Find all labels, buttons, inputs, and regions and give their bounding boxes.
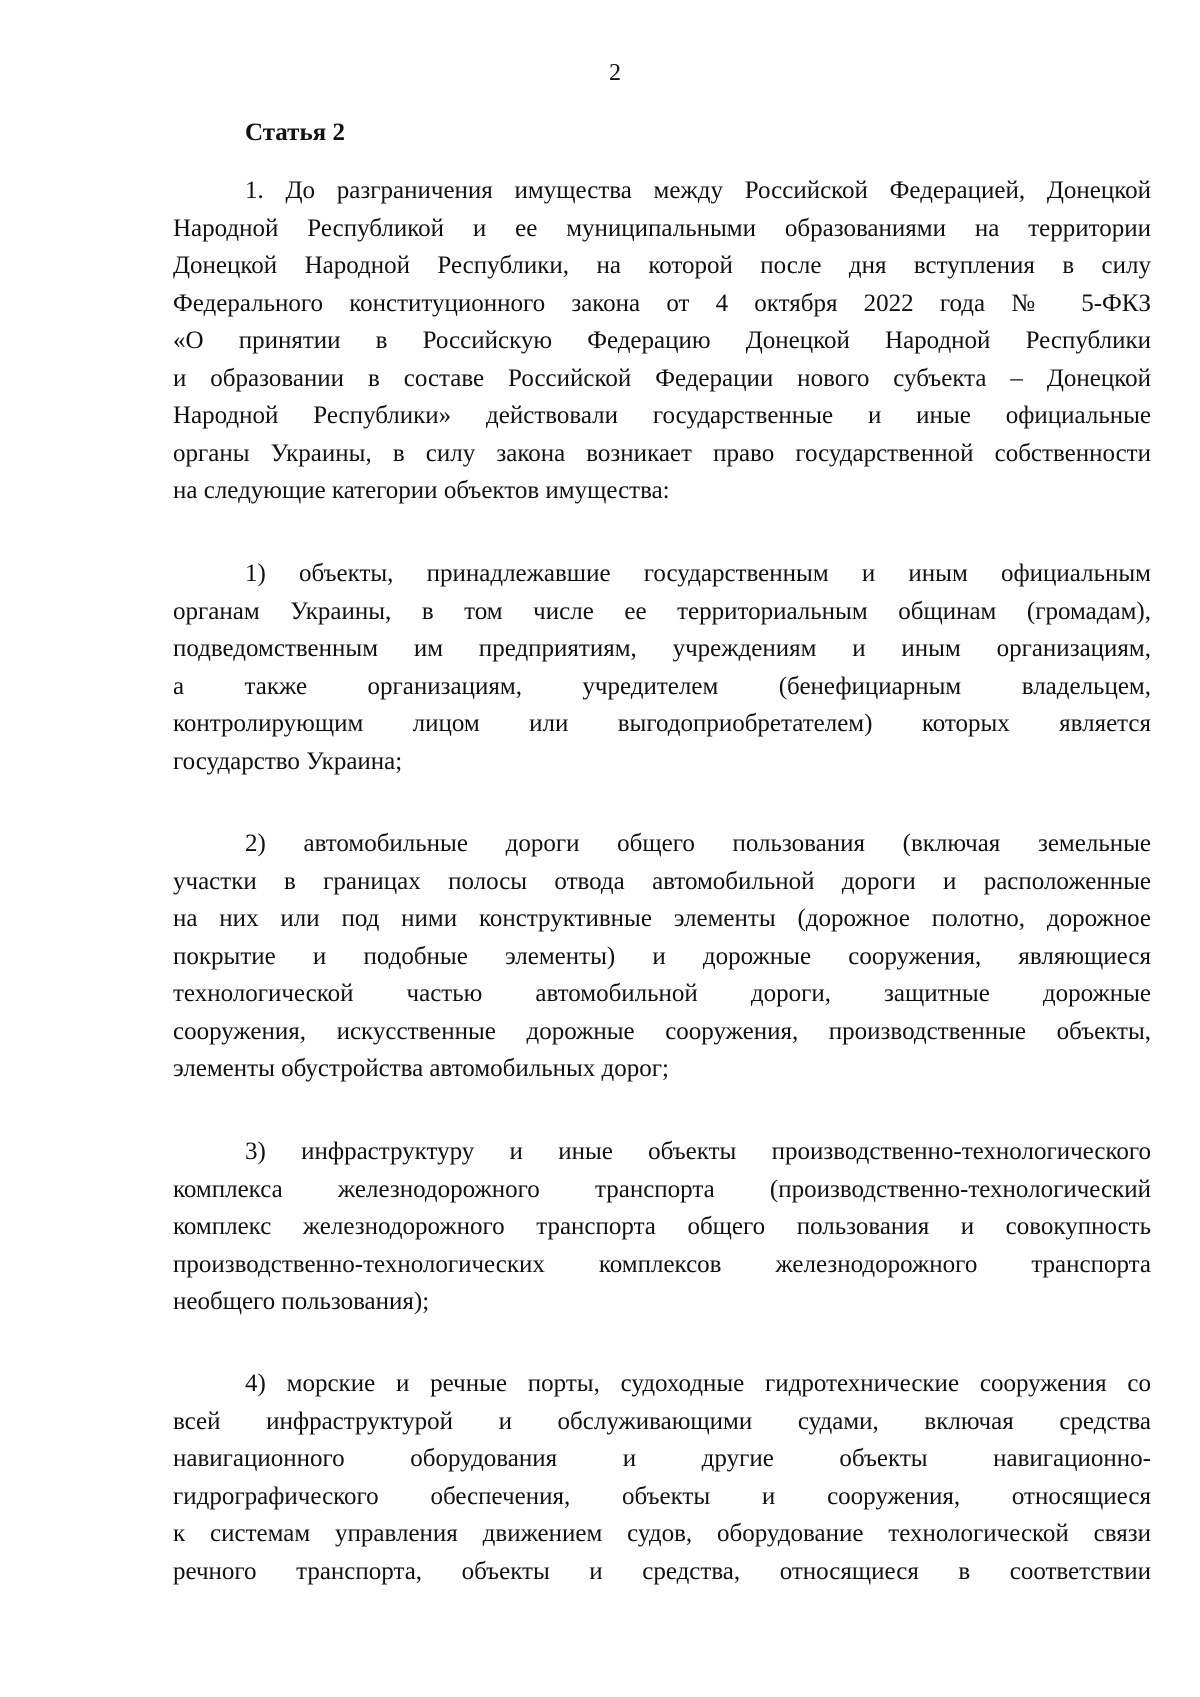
paragraph-line: навигационного оборудования и другие объекты навигационно-: [173, 1445, 1151, 1472]
paragraph-line: подведомственным им предприятиям, учреждениям и иным организациям,: [173, 635, 1151, 662]
paragraph-line: а также организациям, учредителем (бенефициарным владельцем,: [173, 672, 1151, 700]
article-title: Статья 2: [245, 119, 345, 146]
page-number: 2: [609, 60, 621, 86]
paragraph-line: к системам управления движением судов, оборудование технологической связи: [173, 1520, 1151, 1547]
list-item-4: [173, 1365, 1151, 1590]
paragraph-line: Народной Республики» действовали государственные и иные официальные: [173, 402, 1151, 429]
paragraph-line: комплекса железнодорожного транспорта (производственно-технологический: [173, 1175, 1151, 1203]
paragraph-line: всей инфраструктурой и обслуживающими судами, включая средства: [173, 1407, 1151, 1435]
paragraph-line: элементы обустройства автомобильных дорог;: [173, 1055, 669, 1082]
paragraph-line: 1) объекты, принадлежавшие государственным и иным официальным: [245, 560, 1151, 587]
list-item-3: [173, 1133, 1151, 1321]
paragraph-line: производственно-технологических комплексов железнодорожного транспорта: [173, 1250, 1151, 1278]
paragraph-line: участки в границах полосы отвода автомобильной дороги и расположенные: [173, 867, 1151, 895]
paragraph-line: 4) морские и речные порты, судоходные гидротехнические сооружения со: [245, 1370, 1151, 1397]
paragraph-line: и образовании в составе Российской Федерации нового субъекта – Донецкой: [173, 364, 1151, 392]
paragraph-line: Народной Республикой и ее муниципальными образованиями на территории: [173, 214, 1151, 242]
paragraph-line: необщего пользования);: [173, 1288, 430, 1315]
paragraph-line: 2) автомобильные дороги общего пользования (включая земельные: [245, 830, 1151, 857]
paragraph-line: Донецкой Народной Республики, на которой после дня вступления в силу: [173, 252, 1151, 279]
list-item-1: [173, 555, 1151, 780]
paragraph-line: речного транспорта, объекты и средства, относящиеся в соответствии: [173, 1557, 1151, 1585]
paragraph-line: органам Украины, в том числе ее территориальным общинам (громадам),: [173, 597, 1151, 625]
paragraph-line: 3) инфраструктуру и иные объекты производственно-технологического: [245, 1138, 1151, 1165]
paragraph-line: технологической частью автомобильной дороги, защитные дорожные: [173, 980, 1151, 1007]
list-item-2: [173, 825, 1151, 1088]
paragraph-line: комплекс железнодорожного транспорта общего пользования и совокупность: [173, 1213, 1151, 1240]
paragraph-1: [173, 172, 1151, 510]
paragraph-line: на следующие категории объектов имущества:: [173, 477, 670, 504]
paragraph-line: «О принятии в Российскую Федерацию Донецкой Народной Республики: [173, 327, 1151, 354]
paragraph-line: Федерального конституционного закона от 4 октября 2022 года № 5-ФКЗ: [173, 289, 1151, 317]
paragraph-line: сооружения, искусственные дорожные сооружения, производственные объекты,: [173, 1017, 1151, 1045]
paragraph-line: контролирующим лицом или выгодоприобретателем) которых является: [173, 710, 1151, 737]
paragraph-line: государство Украина;: [173, 747, 403, 775]
paragraph-line: на них или под ними конструктивные элементы (дорожное полотно, дорожное: [173, 905, 1151, 932]
paragraph-line: покрытие и подобные элементы) и дорожные сооружения, являющиеся: [173, 942, 1151, 970]
paragraph-line: 1. До разграничения имущества между Российской Федерацией, Донецкой: [245, 177, 1151, 204]
paragraph-line: гидрографического обеспечения, объекты и сооружения, относящиеся: [173, 1482, 1151, 1510]
paragraph-line: органы Украины, в силу закона возникает право государственной собственности: [173, 439, 1151, 467]
